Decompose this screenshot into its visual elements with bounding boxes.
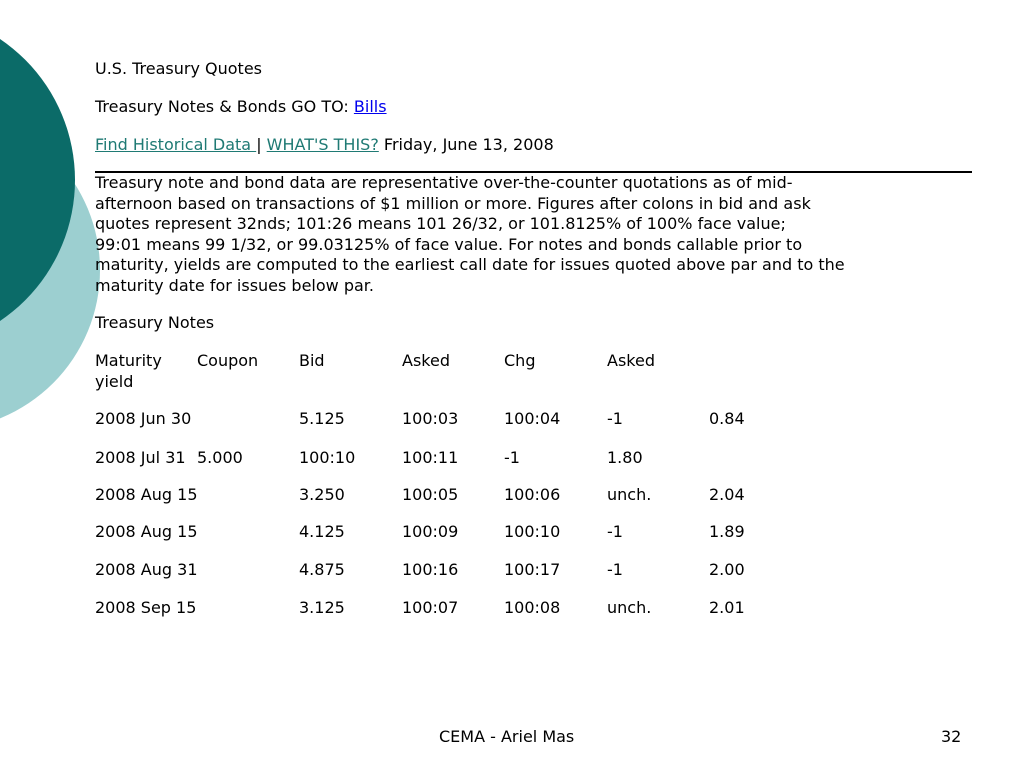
description-paragraph bbox=[95, 173, 915, 296]
cell-bid: 100:05 bbox=[402, 485, 459, 504]
cell-chg: -1 bbox=[504, 448, 520, 467]
link-separator: | bbox=[256, 135, 267, 154]
cell-bid: 100:07 bbox=[402, 598, 459, 617]
cell-asked: 100:04 bbox=[504, 409, 561, 428]
footer-author: CEMA - Ariel Mas bbox=[439, 727, 575, 746]
cell-bid: 100:03 bbox=[402, 409, 459, 428]
cell-maturity: 2008 Sep 15 bbox=[95, 598, 197, 617]
bills-link[interactable]: Bills bbox=[353, 97, 387, 116]
header-asked-yield: Asked bbox=[607, 351, 655, 370]
goto-line bbox=[95, 97, 387, 117]
cell-coupon: 5.000 bbox=[197, 448, 243, 467]
page-number: 32 bbox=[941, 727, 962, 746]
cell-coupon: 4.125 bbox=[299, 522, 345, 541]
cell-yield: 0.84 bbox=[709, 409, 745, 428]
cell-coupon: 3.250 bbox=[299, 485, 345, 504]
cell-coupon: 5.125 bbox=[299, 409, 345, 428]
cell-asked: 100:08 bbox=[504, 598, 561, 617]
cell-maturity: 2008 Jun 30 bbox=[95, 409, 192, 428]
cell-yield: 2.04 bbox=[709, 485, 745, 504]
cell-asked: 100:11 bbox=[402, 448, 459, 467]
cell-asked: 100:06 bbox=[504, 485, 561, 504]
page-title: U.S. Treasury Quotes bbox=[95, 59, 263, 78]
cell-chg: unch. bbox=[607, 598, 652, 617]
cell-maturity: 2008 Aug 15 bbox=[95, 485, 198, 504]
description-line: 99:01 means 99 1/32, or 99.03125% of face value. For notes and bonds callable prior to bbox=[95, 234, 803, 254]
cell-chg: -1 bbox=[607, 522, 623, 541]
cell-coupon: 3.125 bbox=[299, 598, 345, 617]
cell-maturity: 2008 Aug 15 bbox=[95, 522, 198, 541]
whats-this-link[interactable]: WHAT'S THIS? bbox=[266, 135, 379, 154]
cell-coupon: 4.875 bbox=[299, 560, 345, 579]
section-title: Treasury Notes bbox=[95, 313, 215, 332]
decorative-circles bbox=[0, 0, 110, 420]
header-asked: Asked bbox=[402, 351, 450, 370]
description-line: afternoon based on transactions of $1 million or more. Figures after colons in bid and ask bbox=[95, 193, 811, 213]
description-line: Treasury note and bond data are representative over-the-counter quotations as of mid- bbox=[95, 173, 793, 192]
header-maturity: Maturity bbox=[95, 351, 162, 370]
cell-yield: 1.89 bbox=[709, 522, 745, 541]
header-bid: Bid bbox=[299, 351, 325, 370]
cell-asked: 100:17 bbox=[504, 560, 561, 579]
cell-yield: 1.80 bbox=[607, 448, 643, 467]
cell-chg: unch. bbox=[607, 485, 652, 504]
cell-bid: 100:10 bbox=[299, 448, 356, 467]
links-line bbox=[95, 135, 554, 155]
cell-asked: 100:10 bbox=[504, 522, 561, 541]
header-yield: yield bbox=[95, 372, 134, 391]
cell-chg: -1 bbox=[607, 560, 623, 579]
header-chg: Chg bbox=[504, 351, 536, 370]
cell-yield: 2.00 bbox=[709, 560, 745, 579]
cell-bid: 100:09 bbox=[402, 522, 459, 541]
description-line: maturity date for issues below par. bbox=[95, 275, 374, 295]
description-line: quotes represent 32nds; 101:26 means 101 26/32, or 101.8125% of 100% face value; bbox=[95, 214, 786, 233]
description-line: maturity, yields are computed to the earliest call date for issues quoted above par and to the bbox=[95, 255, 845, 274]
quote-date: Friday, June 13, 2008 bbox=[378, 135, 554, 154]
header-coupon: Coupon bbox=[197, 351, 259, 370]
find-historical-data-link[interactable]: Find Historical Data bbox=[95, 135, 257, 154]
cell-chg: -1 bbox=[607, 409, 623, 428]
cell-bid: 100:16 bbox=[402, 560, 459, 579]
cell-yield: 2.01 bbox=[709, 598, 745, 617]
goto-prefix: Treasury Notes & Bonds GO TO: bbox=[95, 97, 354, 116]
cell-maturity: 2008 Jul 31 bbox=[95, 448, 186, 467]
cell-maturity: 2008 Aug 31 bbox=[95, 560, 198, 579]
